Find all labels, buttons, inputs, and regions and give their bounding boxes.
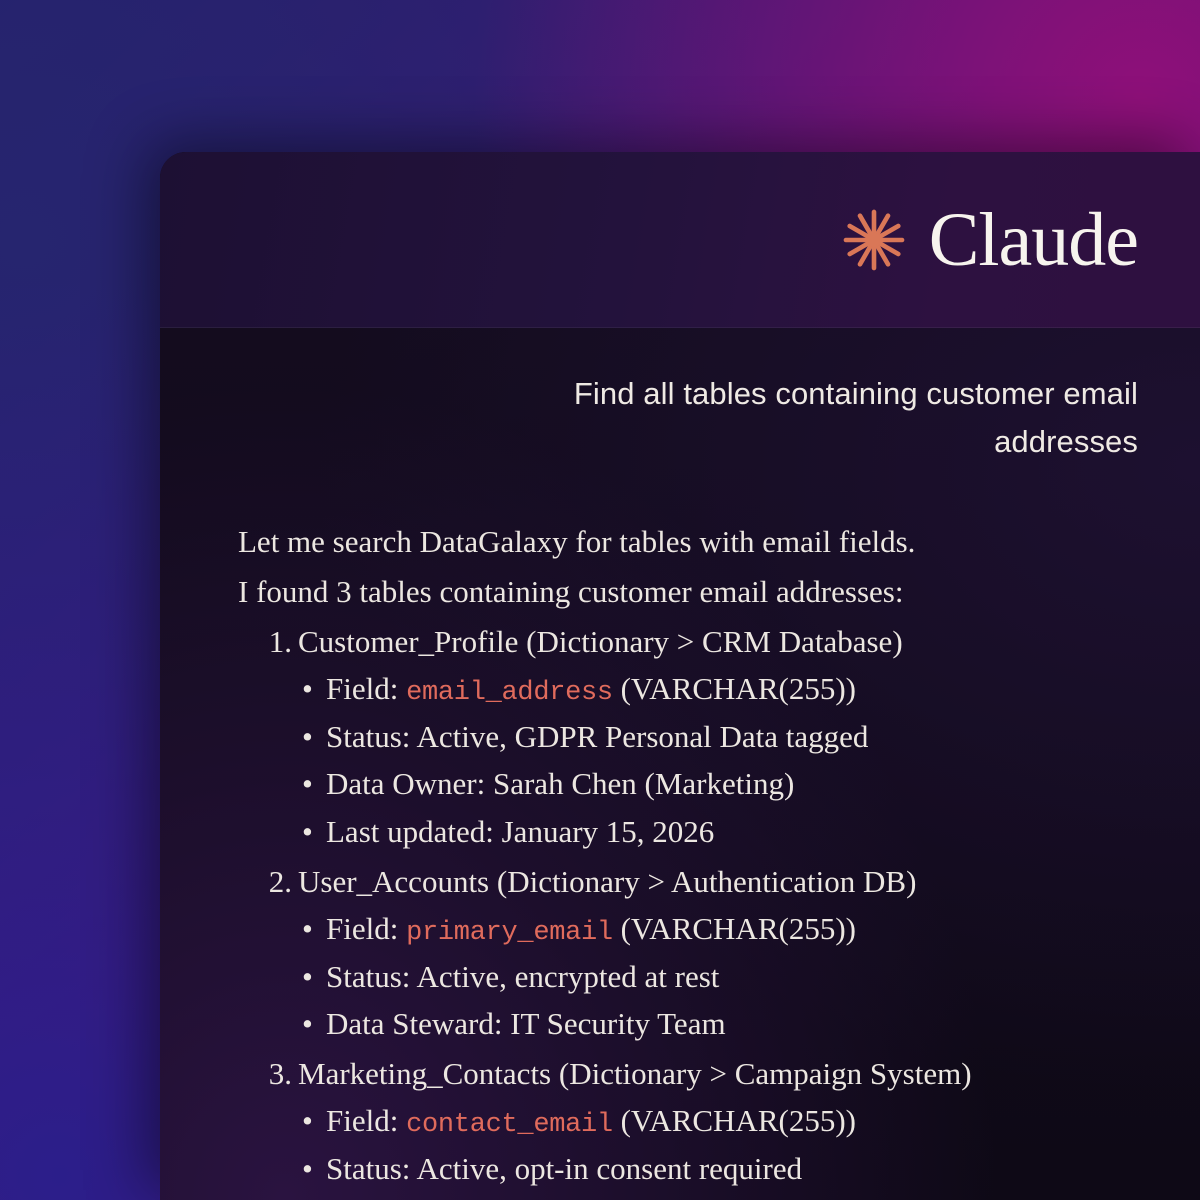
field-name-code: email_address [406,678,613,709]
field-name-code: contact_email [406,1109,613,1140]
conversation [160,328,1200,1200]
result-title: User_Accounts (Dictionary > Authentication DB) [298,863,917,899]
list-item [238,860,1138,1046]
detail-item [298,1099,1138,1144]
list-item [238,620,1138,853]
detail-prefix: Status: Active, encrypted at rest [326,958,720,994]
user-message: Find all tables containing customer email addresses [573,376,1138,460]
detail-prefix: Last updated: January 15, 2026 [326,813,715,849]
results-list [238,620,1138,1191]
detail-prefix: Status: Active, opt-in consent required [326,1151,803,1187]
brand-name: Claude [928,197,1138,282]
detail-item [298,667,1138,712]
result-details [298,1099,1138,1191]
field-name-code: primary_email [406,917,613,948]
detail-item [298,1002,1138,1046]
detail-suffix: (VARCHAR(255)) [612,910,856,946]
detail-item [298,762,1138,806]
assistant-message [222,520,1138,1191]
detail-prefix: Data Owner: Sarah Chen (Marketing) [326,766,795,802]
assistant-intro-line-2: I found 3 tables containing customer email addresses: [238,574,904,610]
detail-item [298,907,1138,952]
claude-app-window [160,152,1200,1200]
result-details [298,667,1138,853]
detail-prefix: Field: [326,910,407,946]
window-body [160,152,1200,1200]
brand [841,197,1138,282]
detail-prefix: Status: Active, GDPR Personal Data tagged [326,719,869,755]
detail-suffix: (VARCHAR(255)) [612,671,856,707]
detail-item [298,955,1138,999]
list-item [238,1052,1138,1191]
result-title: Marketing_Contacts (Dictionary > Campaign System) [298,1055,972,1091]
result-number: 1. [268,624,292,660]
result-title: Customer_Profile (Dictionary > CRM Database) [298,624,903,660]
result-number: 3. [268,1055,292,1091]
assistant-intro-line-1: Let me search DataGalaxy for tables with email fields. [238,524,916,560]
result-number: 2. [268,863,292,899]
detail-item [298,810,1138,854]
detail-prefix: Field: [326,1102,407,1138]
claude-starburst-icon [841,207,907,273]
detail-item [298,715,1138,759]
result-details [298,907,1138,1046]
detail-prefix: Data Steward: IT Security Team [326,1005,726,1041]
app-header [160,152,1200,328]
detail-item [298,1147,1138,1191]
detail-prefix: Field: [326,671,407,707]
detail-suffix: (VARCHAR(255)) [612,1102,856,1138]
